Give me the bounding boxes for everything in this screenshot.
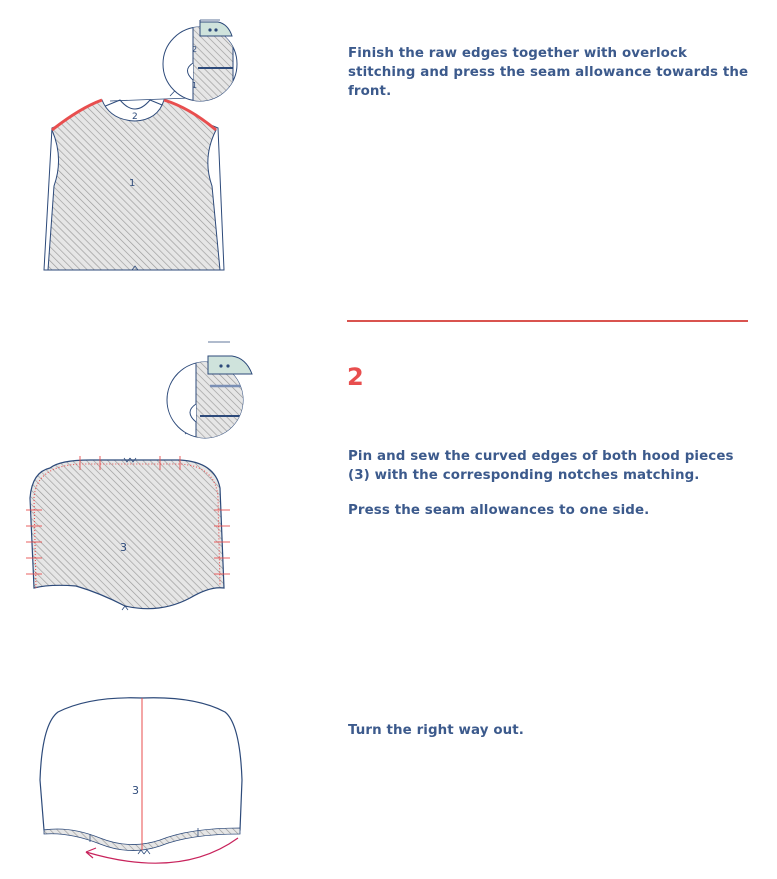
- piece-label-front: 1: [129, 178, 136, 189]
- step2-instruction-press: Press the seam allowances to one side.: [348, 503, 650, 518]
- step-number: 2: [347, 363, 364, 391]
- detail-label-back: 2: [192, 45, 198, 54]
- hood-piece-label: 3: [120, 541, 127, 554]
- hood-piece-shape: [30, 460, 224, 609]
- step3-text: [348, 721, 750, 740]
- step1-illustration: [30, 8, 260, 280]
- step3-illustration: [30, 690, 260, 870]
- step2-illustration: [20, 338, 260, 618]
- hood-turned-label: 3: [132, 784, 139, 797]
- iron-icon: [208, 342, 252, 374]
- step3-instruction: Turn the right way out.: [348, 723, 524, 738]
- step-divider: [347, 320, 748, 322]
- step2-text: [348, 447, 750, 520]
- iron-icon: [200, 20, 232, 36]
- piece-label-back: 2: [132, 112, 138, 122]
- hood-turned-outline: [40, 698, 242, 847]
- step1-text: [348, 44, 750, 101]
- detail-label-front: 1: [192, 81, 198, 90]
- step1-instruction: Finish the raw edges together with overlock stitching and press the seam allowance towards the front.: [348, 46, 749, 99]
- step2-instruction-sew: Pin and sew the curved edges of both hood pieces (3) with the corresponding notches matching.: [348, 449, 734, 483]
